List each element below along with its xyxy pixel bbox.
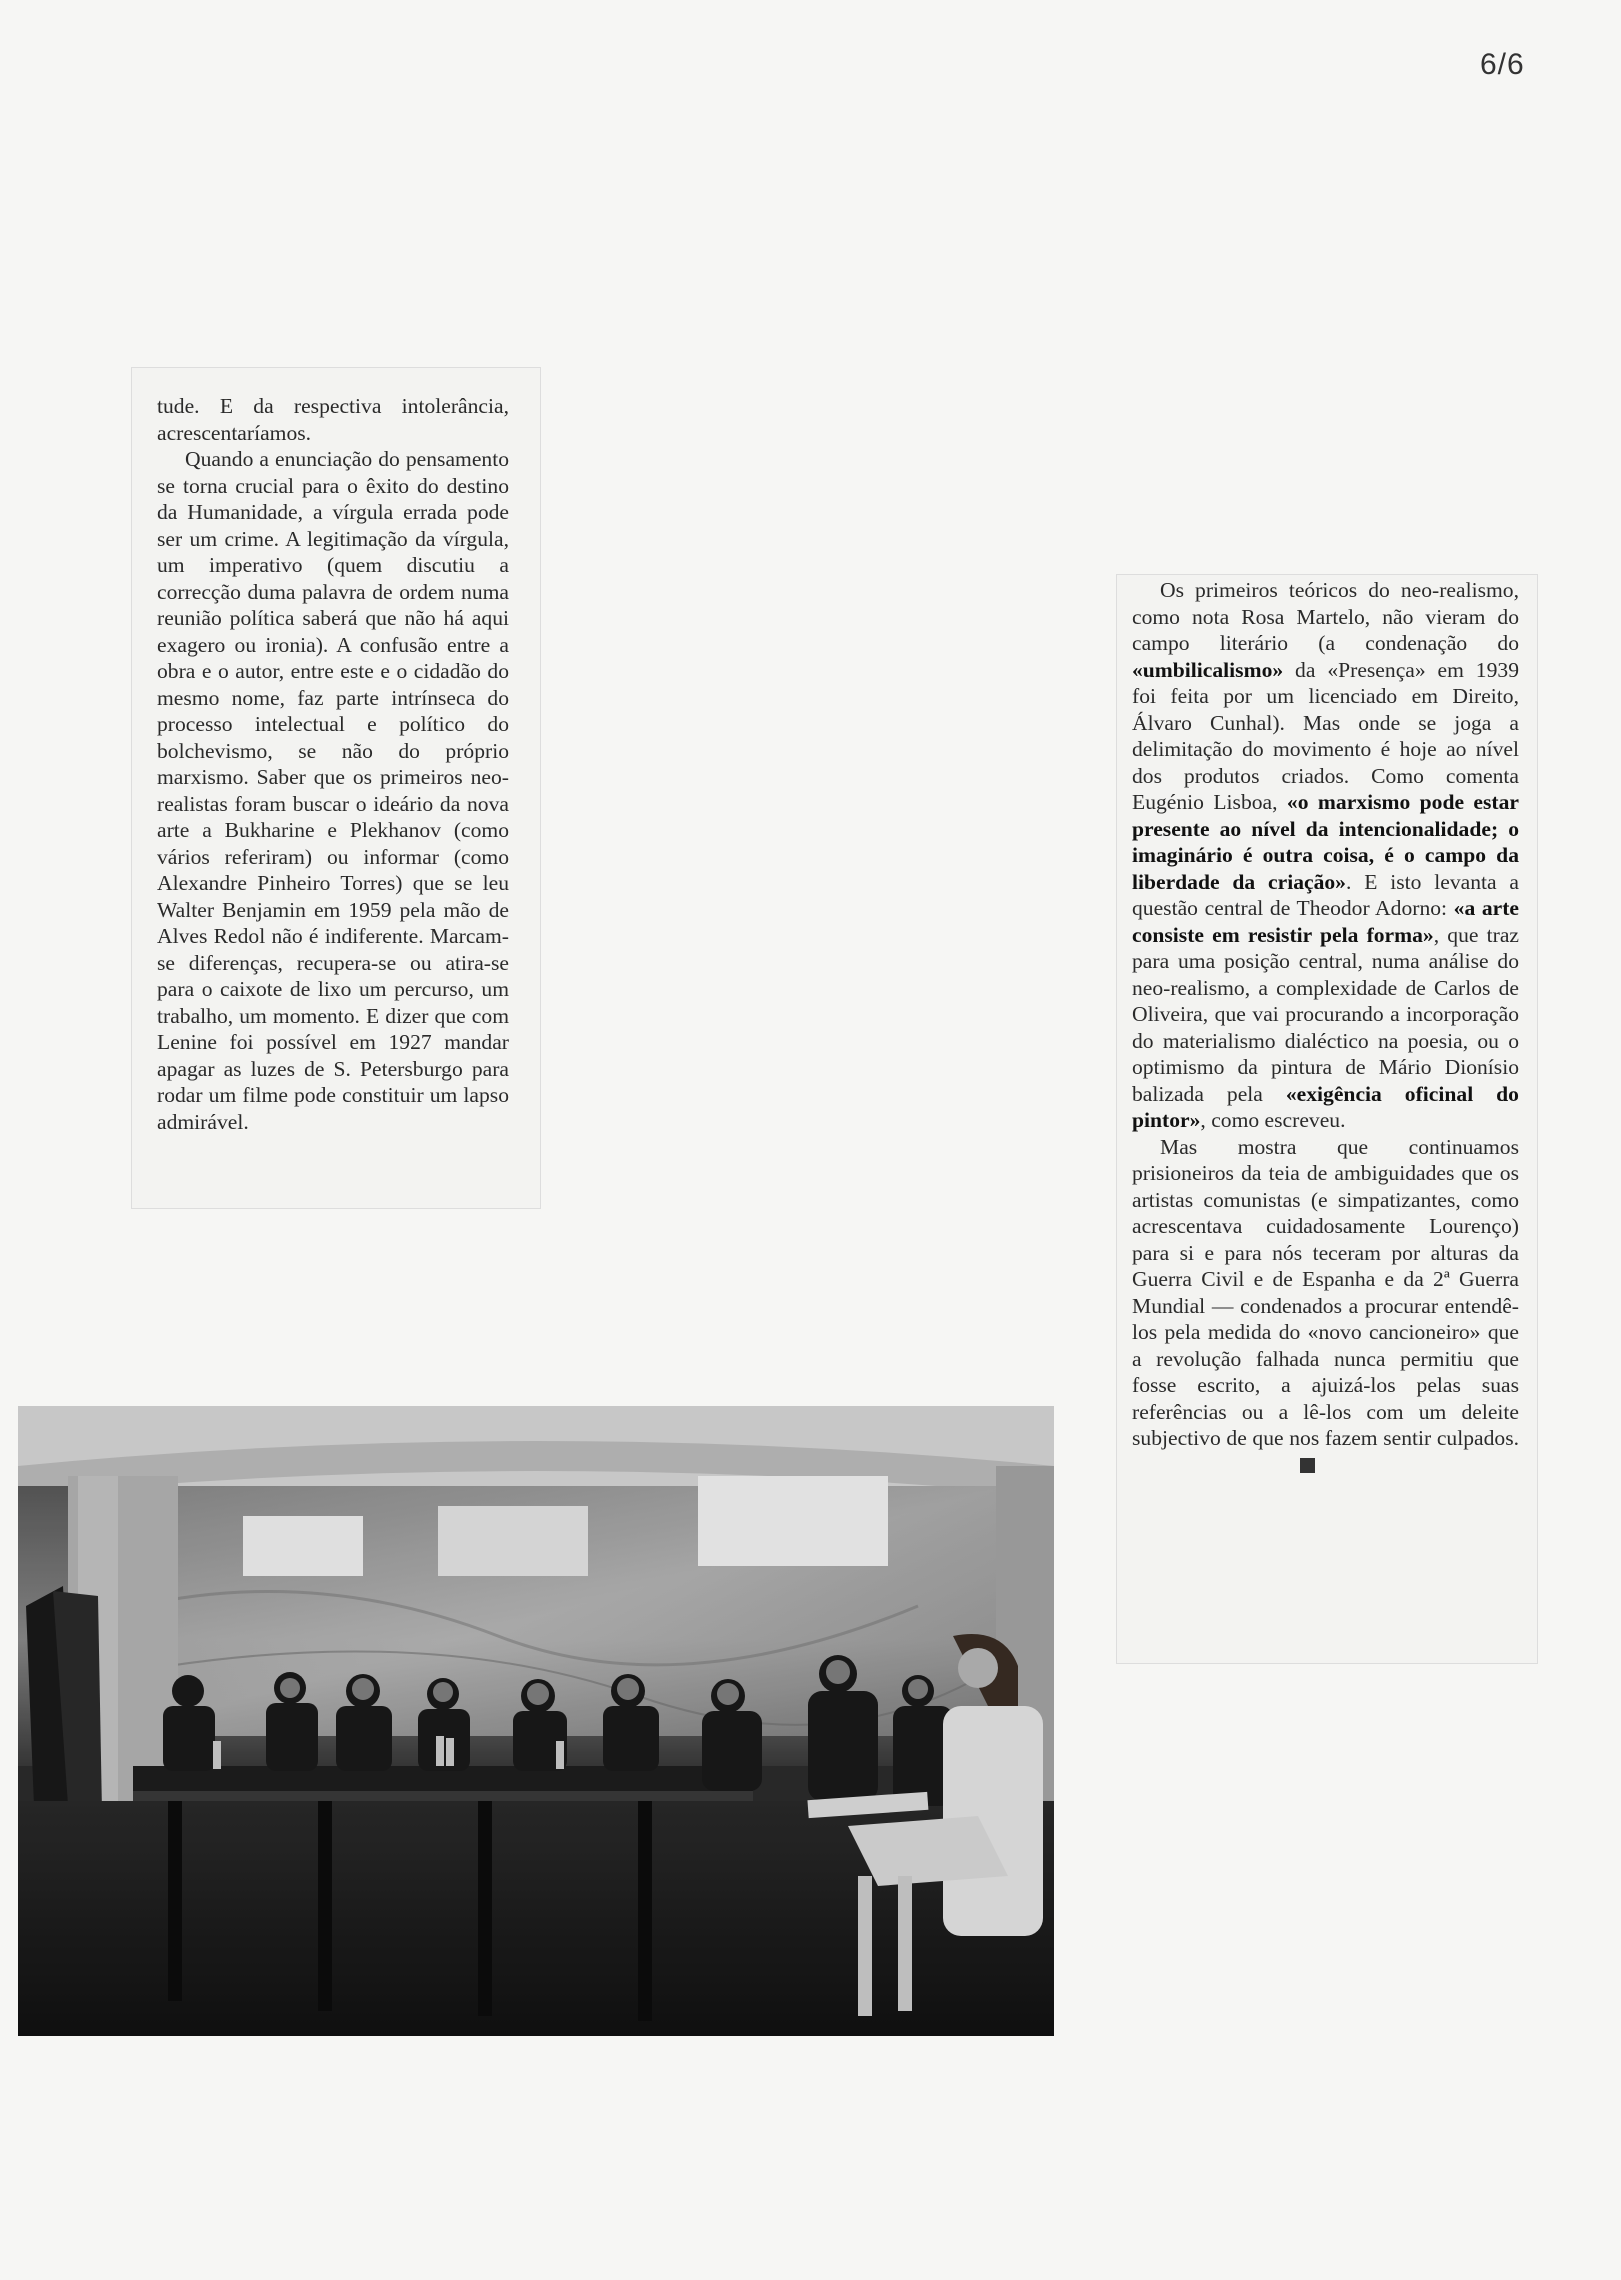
quote-eugenio-lisboa: «o marxismo pode estar presente ao nível da intencionalidade; o imaginário é outra coisa, é o campo da liberdade da criação» xyxy=(1132,790,1519,894)
quote-umbilicalismo: «umbilicalismo» xyxy=(1132,657,1284,682)
text-run: , como escreveu. xyxy=(1200,1108,1346,1132)
end-of-article-mark xyxy=(1300,1458,1315,1473)
conference-panel-photo xyxy=(18,1406,1054,2036)
right-paragraph-2 xyxy=(1132,1134,1519,1479)
quote-adorno: «a arte consiste em resistir pela forma» xyxy=(1132,896,1519,947)
right-paragraph-1 xyxy=(1132,577,1519,1134)
text-run: , que traz para uma posição central, numa análise do neo-realismo, a complexidade de Carlos de Oliveira, que vai procurando a incorporação do materialismo dialéctico na poesia, ou o optimismo da pintura de Mário Dionísio balizada pela xyxy=(1132,922,1520,1106)
right-text-column xyxy=(1132,577,1519,1478)
quote-mario-dionisio: «exigência oficinal do pintor» xyxy=(1132,1081,1519,1132)
left-paragraph-2: Quando a enunciação do pensamento se torna crucial para o êxito do destino da Humanidade, a vírgula errada pode ser um crime. A legitimação da vírgula, um imperativo (quem discutiu a correcção duma palavra de ordem numa reunião política saberá que não há aqui exagero ou ironia). A confusão entre a obra e o autor, entre este e o cidadão do mesmo nome, faz parte intrínseca do processo intelectual e político do bolchevismo, se não do próprio marxismo. Saber que os primeiros neo-realistas foram buscar o ideário da nova arte a Bukharine e Plekhanov (como vários referiram) ou informar (como Alexandre Pinheiro Torres) que se leu Walter Benjamin em 1959 pela mão de Alves Redol não é indiferente. Marcam-se diferenças, recupera-se ou atira-se para o caixote de lixo um percurso, um trabalho, um momento. E dizer que com Lenine foi possível em 1927 mandar apagar as luzes de S. Petersburgo para rodar um filme pode constituir um lapso admirável. xyxy=(157,447,509,1134)
article-clipping-right xyxy=(1117,575,1537,1663)
text-run: da «Presença» em 1939 foi feita por um licenciado em Direito, Álvaro Cunhal). Mas onde se joga a delimitação do movimento é hoje ao nível dos produtos criados. Como comenta Eugénio Lisboa, xyxy=(1132,657,1519,814)
text-run: Os primeiros teóricos do neo-realismo, como nota Rosa Martelo, não vieram do campo literário (a condenação do xyxy=(1132,578,1519,655)
left-text-column xyxy=(157,393,509,1135)
photo-illustration xyxy=(18,1406,1054,2036)
text-run: . E isto levanta a questão central de Theodor Adorno: xyxy=(1132,869,1520,920)
page-number: 6/6 xyxy=(1480,48,1525,81)
left-paragraph-1: tude. E da respectiva intolerância, acrescentaríamos. xyxy=(157,394,509,445)
article-clipping-left xyxy=(132,368,540,1208)
text-run: Mas mostra que continuamos prisioneiros da teia de ambiguidades que os artistas comunistas (e simpatizantes, como acrescentava cuidadosamente Lourenço) para si e para nós teceram por alturas da Guerra Civil e de Espanha e da 2ª Guerra Mundial — condenados a procurar entendê-los pela medida do «novo cancioneiro» que a revolução falhada nunca permitiu que fosse escrito, a ajuizá-los pelas suas referências ou a lê-los com um deleite subjectivo de que nos fazem sentir culpados. xyxy=(1132,1134,1519,1450)
